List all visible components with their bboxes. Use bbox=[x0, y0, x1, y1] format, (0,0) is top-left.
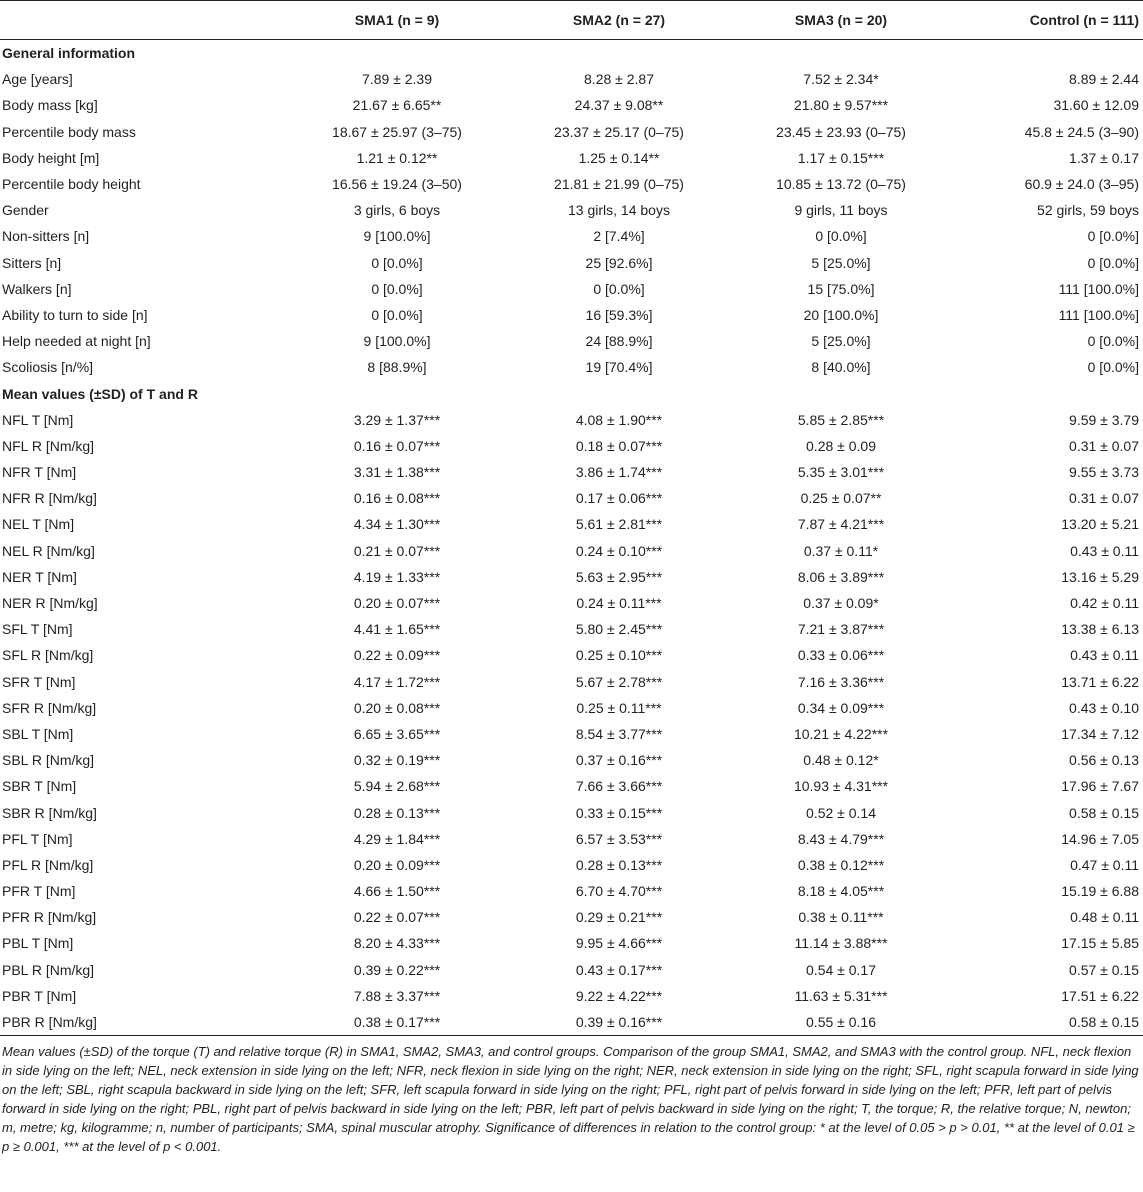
row-label: NEL R [Nm/kg] bbox=[2, 542, 95, 559]
cell-sma2: 6.70 ± 4.70*** bbox=[575, 883, 663, 900]
cell-sma1: 4.66 ± 1.50*** bbox=[353, 883, 441, 900]
header-row bbox=[0, 1, 1143, 40]
cell-sma1: 3.31 ± 1.38*** bbox=[353, 464, 441, 481]
cell-control: 0.43 ± 0.11 bbox=[1070, 647, 1139, 664]
cell-sma2: 5.63 ± 2.95*** bbox=[575, 568, 663, 585]
cell-sma3: 0.33 ± 0.06*** bbox=[797, 647, 885, 664]
row-label: SFL R [Nm/kg] bbox=[2, 647, 94, 664]
cell-sma2: 3.86 ± 1.74*** bbox=[575, 464, 663, 481]
cell-sma3: 7.21 ± 3.87*** bbox=[797, 621, 885, 638]
cell-sma3: 8 [40.0%] bbox=[811, 359, 871, 376]
cell-sma3: 0.54 ± 0.17 bbox=[806, 961, 876, 978]
cell-sma3: 11.63 ± 5.31*** bbox=[794, 987, 888, 1004]
cell-sma3: 1.17 ± 0.15*** bbox=[797, 149, 885, 166]
section-title: General information bbox=[2, 45, 136, 62]
cell-control: 13.38 ± 6.13 bbox=[1061, 621, 1139, 638]
header-label-column bbox=[0, 1, 286, 40]
row-label: NFL R [Nm/kg] bbox=[2, 437, 95, 454]
cell-sma2: 24 [88.9%] bbox=[585, 333, 653, 350]
table-row bbox=[0, 852, 1143, 878]
cell-sma3: 0.55 ± 0.16 bbox=[730, 1009, 952, 1036]
table-row bbox=[0, 276, 1143, 302]
cell-control: 17.51 ± 6.22 bbox=[1061, 987, 1139, 1004]
cell-sma1: 0 [0.0%] bbox=[371, 254, 423, 271]
cell-sma2: 0.25 ± 0.11*** bbox=[576, 699, 662, 716]
cell-sma1: 4.19 ± 1.33*** bbox=[353, 568, 441, 585]
table-row bbox=[0, 511, 1143, 537]
table-row bbox=[0, 564, 1143, 590]
cell-sma2: 0.37 ± 0.16*** bbox=[575, 752, 663, 769]
row-label: SBR T [Nm] bbox=[2, 778, 77, 795]
cell-sma1: 0.39 ± 0.22*** bbox=[353, 961, 441, 978]
section-title: Mean values (±SD) of T and R bbox=[2, 385, 198, 402]
section-header-row bbox=[0, 40, 1143, 67]
cell-sma2: 19 [70.4%] bbox=[585, 359, 653, 376]
row-label: SFR R [Nm/kg] bbox=[2, 699, 97, 716]
cell-sma2: 7.66 ± 3.66*** bbox=[575, 778, 663, 795]
cell-sma3: 0.37 ± 0.09* bbox=[803, 595, 879, 612]
cell-sma3: 11.14 ± 3.88*** bbox=[794, 935, 888, 952]
cell-control: 0.43 ± 0.10 bbox=[1069, 699, 1139, 716]
table-row bbox=[0, 485, 1143, 511]
cell-control: 9.55 ± 3.73 bbox=[1069, 464, 1139, 481]
cell-sma3: 0.38 ± 0.12*** bbox=[797, 856, 885, 873]
table-row bbox=[0, 354, 1143, 380]
row-label: Scoliosis [n/%] bbox=[2, 359, 94, 376]
cell-control: 17.96 ± 7.67 bbox=[1061, 778, 1139, 795]
row-label: SFR T [Nm] bbox=[2, 673, 76, 690]
row-label: NEL T [Nm] bbox=[2, 516, 75, 533]
cell-sma2: 9.22 ± 4.22*** bbox=[575, 987, 663, 1004]
row-label: Ability to turn to side [n] bbox=[2, 306, 148, 323]
table-row bbox=[0, 145, 1143, 171]
table-row bbox=[0, 250, 1143, 276]
cell-sma1: 0.32 ± 0.19*** bbox=[353, 752, 441, 769]
row-label: NFL T [Nm] bbox=[2, 411, 74, 428]
table-row bbox=[0, 904, 1143, 930]
cell-sma3: 0.28 ± 0.09 bbox=[806, 437, 876, 454]
cell-sma3: 23.45 ± 23.93 (0–75) bbox=[776, 123, 906, 140]
cell-sma1: 6.65 ± 3.65*** bbox=[353, 725, 441, 742]
cell-sma2: 5.80 ± 2.45*** bbox=[575, 621, 663, 638]
cell-control: 14.96 ± 7.05 bbox=[1061, 830, 1139, 847]
cell-control: 111 [100.0%] bbox=[1058, 306, 1139, 323]
cell-sma2: 2 [7.4%] bbox=[593, 228, 645, 245]
cell-sma3: 9 girls, 11 boys bbox=[794, 202, 888, 219]
table-row bbox=[0, 616, 1143, 642]
row-label: SFL T [Nm] bbox=[2, 621, 73, 638]
table-caption bbox=[0, 1036, 1143, 1156]
cell-sma1: 0.16 ± 0.08*** bbox=[353, 490, 441, 507]
table-row bbox=[0, 695, 1143, 721]
row-label: Body height [m] bbox=[2, 149, 100, 166]
cell-sma1: 7.89 ± 2.39 bbox=[362, 71, 432, 88]
row-label: SBR R [Nm/kg] bbox=[2, 804, 97, 821]
row-label: Age [years] bbox=[2, 71, 73, 88]
cell-sma2: 0.18 ± 0.07*** bbox=[575, 437, 663, 454]
cell-sma1: 4.29 ± 1.84*** bbox=[353, 830, 441, 847]
table-row bbox=[0, 826, 1143, 852]
cell-sma1: 0 [0.0%] bbox=[371, 306, 423, 323]
cell-control: 0.58 ± 0.15 bbox=[1069, 804, 1139, 821]
cell-sma3: 0.38 ± 0.11*** bbox=[798, 909, 884, 926]
cell-sma1: 9 [100.0%] bbox=[363, 228, 431, 245]
table-header bbox=[0, 1, 1143, 40]
cell-sma1: 3.29 ± 1.37*** bbox=[353, 411, 441, 428]
cell-sma3: 8.06 ± 3.89*** bbox=[797, 568, 885, 585]
cell-control: 60.9 ± 24.0 (3–95) bbox=[1024, 176, 1139, 193]
cell-control: 0.48 ± 0.11 bbox=[1070, 909, 1139, 926]
cell-control: 1.37 ± 0.17 bbox=[1069, 149, 1139, 166]
cell-sma3: 7.16 ± 3.36*** bbox=[797, 673, 885, 690]
cell-sma1: 0.28 ± 0.13*** bbox=[353, 804, 441, 821]
cell-control: 0.56 ± 0.13 bbox=[1069, 752, 1139, 769]
table-row bbox=[0, 66, 1143, 92]
table-row bbox=[0, 983, 1143, 1009]
row-label: Sitters [n] bbox=[2, 254, 62, 271]
cell-sma3: 20 [100.0%] bbox=[803, 306, 879, 323]
cell-sma2: 21.81 ± 21.99 (0–75) bbox=[554, 176, 684, 193]
row-label: Gender bbox=[2, 202, 49, 219]
cell-sma1: 0.20 ± 0.07*** bbox=[353, 595, 441, 612]
cell-sma2: 0.24 ± 0.10*** bbox=[575, 542, 663, 559]
cell-sma1: 0.22 ± 0.07*** bbox=[353, 909, 441, 926]
cell-sma2: 8.54 ± 3.77*** bbox=[575, 725, 663, 742]
cell-sma1: 4.17 ± 1.72*** bbox=[353, 673, 441, 690]
header-sma3: SMA3 (n = 20) bbox=[730, 1, 952, 40]
cell-sma2: 1.25 ± 0.14** bbox=[578, 149, 660, 166]
cell-sma2: 0.28 ± 0.13*** bbox=[575, 856, 663, 873]
row-label: PBR R [Nm/kg] bbox=[0, 1009, 286, 1036]
cell-control: 45.8 ± 24.5 (3–90) bbox=[1024, 123, 1139, 140]
cell-sma3: 0.37 ± 0.11* bbox=[803, 542, 879, 559]
cell-sma1: 1.21 ± 0.12** bbox=[356, 149, 438, 166]
cell-sma1: 5.94 ± 2.68*** bbox=[353, 778, 441, 795]
cell-sma1: 8.20 ± 4.33*** bbox=[353, 935, 441, 952]
cell-sma3: 7.52 ± 2.34* bbox=[803, 71, 879, 88]
section-header-row bbox=[0, 380, 1143, 406]
cell-sma2: 9.95 ± 4.66*** bbox=[575, 935, 663, 952]
cell-sma2: 0.17 ± 0.06*** bbox=[575, 490, 663, 507]
table-row bbox=[0, 433, 1143, 459]
cell-sma1: 3 girls, 6 boys bbox=[353, 202, 441, 219]
cell-control: 52 girls, 59 boys bbox=[1037, 202, 1139, 219]
row-label: SBL R [Nm/kg] bbox=[2, 752, 95, 769]
cell-sma2: 8.28 ± 2.87 bbox=[584, 71, 654, 88]
cell-sma1: 7.88 ± 3.37*** bbox=[353, 987, 441, 1004]
row-label: Body mass [kg] bbox=[2, 97, 98, 114]
cell-sma3: 21.80 ± 9.57*** bbox=[793, 97, 889, 114]
cell-sma3: 8.18 ± 4.05*** bbox=[797, 883, 885, 900]
cell-sma1: 18.67 ± 25.97 (3–75) bbox=[332, 123, 462, 140]
table-row bbox=[0, 590, 1143, 616]
table-row bbox=[0, 930, 1143, 956]
cell-sma2: 4.08 ± 1.90*** bbox=[575, 411, 663, 428]
cell-control: 13.71 ± 6.22 bbox=[1061, 673, 1139, 690]
cell-control: 17.34 ± 7.12 bbox=[1061, 725, 1139, 742]
cell-sma2: 0.43 ± 0.17*** bbox=[575, 961, 663, 978]
cell-sma2: 23.37 ± 25.17 (0–75) bbox=[554, 123, 684, 140]
table-row bbox=[0, 878, 1143, 904]
cell-sma1: 0 [0.0%] bbox=[371, 280, 423, 297]
cell-sma2: 25 [92.6%] bbox=[585, 254, 653, 271]
cell-sma3: 0.52 ± 0.14 bbox=[806, 804, 876, 821]
cell-control: 0 [0.0%] bbox=[1087, 254, 1139, 271]
cell-sma3: 5.85 ± 2.85*** bbox=[797, 411, 885, 428]
table-row bbox=[0, 197, 1143, 223]
cell-sma2: 16 [59.3%] bbox=[585, 306, 653, 323]
row-label: Help needed at night [n] bbox=[2, 333, 151, 350]
cell-sma2: 0.24 ± 0.11*** bbox=[576, 595, 662, 612]
row-label: Percentile body height bbox=[2, 176, 141, 193]
cell-sma1: 8 [88.9%] bbox=[367, 359, 427, 376]
row-label: PFL T [Nm] bbox=[2, 830, 73, 847]
row-label: NER T [Nm] bbox=[2, 568, 77, 585]
row-label: Percentile body mass bbox=[2, 123, 136, 140]
cell-sma2: 0.29 ± 0.21*** bbox=[575, 909, 663, 926]
table-row bbox=[0, 642, 1143, 668]
row-label: PBR T [Nm] bbox=[2, 987, 77, 1004]
cell-control: 0.31 ± 0.07 bbox=[1069, 437, 1139, 454]
table-row bbox=[0, 223, 1143, 249]
cell-sma3: 5 [25.0%] bbox=[811, 333, 871, 350]
cell-sma3: 0.48 ± 0.12* bbox=[803, 752, 879, 769]
cell-sma2: 0.39 ± 0.16*** bbox=[508, 1009, 730, 1036]
table-row bbox=[0, 328, 1143, 354]
cell-sma1: 0.22 ± 0.09*** bbox=[353, 647, 441, 664]
cell-sma3: 15 [75.0%] bbox=[807, 280, 875, 297]
cell-control: 0 [0.0%] bbox=[1087, 359, 1139, 376]
cell-control: 9.59 ± 3.79 bbox=[1069, 411, 1139, 428]
table-row bbox=[0, 747, 1143, 773]
table-row bbox=[0, 459, 1143, 485]
row-label: PBL R [Nm/kg] bbox=[2, 961, 95, 978]
cell-sma1: 0.20 ± 0.09*** bbox=[353, 856, 441, 873]
row-label: PBL T [Nm] bbox=[2, 935, 74, 952]
cell-control: 0 [0.0%] bbox=[1087, 228, 1139, 245]
row-label: NFR R [Nm/kg] bbox=[2, 490, 97, 507]
cell-sma1: 0.38 ± 0.17*** bbox=[286, 1009, 508, 1036]
table-body bbox=[0, 40, 1143, 1036]
row-label: SBL T [Nm] bbox=[2, 725, 74, 742]
cell-sma3: 8.43 ± 4.79*** bbox=[797, 830, 885, 847]
cell-control: 8.89 ± 2.44 bbox=[1069, 71, 1139, 88]
cell-sma3: 10.93 ± 4.31*** bbox=[793, 778, 889, 795]
caption-text: Mean values (±SD) of the torque (T) and relative torque (R) in SMA1, SMA2, SMA3, and control groups. Comparison of the group SMA1, SMA2, and SMA3 with the control group. NFL, neck flexion in side lying on the left; NEL, neck extension in side lying on the left; NFR, neck flexion in side lying on the right; NER, neck extension in side lying on the right; SFL, right scapula forward in side lying on the left; SBL, right scapula backward in side lying on the left; SFR, left scapula forward in side lying on the right; PFL, right part of pelvis forward in side lying on the left; PFR, left part of pelvis forward in side lying on the right; PBL, right part of pelvis backward in side lying on the left; PBR, left part of pelvis backward in side lying on the right; T, the torque; R, the relative torque; N, newton; m, metre; kg, kilogramme; n, number of participants; SMA, spinal muscular atrophy. Significance of differences in relation to the control group: * at the level of 0.05 > p > 0.01, ** at the level of 0.01 ≥ p ≥ 0.001, *** at the level of p < 0.001. bbox=[2, 1044, 1139, 1155]
cell-sma2: 5.61 ± 2.81*** bbox=[575, 516, 663, 533]
cell-control: 0.58 ± 0.15 bbox=[952, 1009, 1143, 1036]
cell-control: 0.31 ± 0.07 bbox=[1069, 490, 1139, 507]
cell-sma3: 0 [0.0%] bbox=[815, 228, 867, 245]
table-row bbox=[0, 119, 1143, 145]
cell-control: 15.19 ± 6.88 bbox=[1061, 883, 1139, 900]
table-row bbox=[0, 1009, 1143, 1036]
cell-sma1: 4.34 ± 1.30*** bbox=[353, 516, 441, 533]
cell-sma1: 0.16 ± 0.07*** bbox=[353, 437, 441, 454]
table-row bbox=[0, 773, 1143, 799]
header-control: Control (n = 111) bbox=[952, 1, 1143, 40]
cell-sma1: 0.21 ± 0.07*** bbox=[353, 542, 441, 559]
cell-sma2: 0.25 ± 0.10*** bbox=[575, 647, 663, 664]
row-label: NER R [Nm/kg] bbox=[2, 595, 98, 612]
cell-sma1: 21.67 ± 6.65** bbox=[352, 97, 442, 114]
cell-sma1: 0.20 ± 0.08*** bbox=[353, 699, 441, 716]
cell-sma3: 10.85 ± 13.72 (0–75) bbox=[776, 176, 906, 193]
cell-sma1: 9 [100.0%] bbox=[363, 333, 431, 350]
cell-control: 0.42 ± 0.11 bbox=[1070, 595, 1139, 612]
row-label: Walkers [n] bbox=[2, 280, 72, 297]
table-row bbox=[0, 302, 1143, 328]
cell-control: 17.15 ± 5.85 bbox=[1061, 935, 1139, 952]
cell-sma3: 7.87 ± 4.21*** bbox=[797, 516, 885, 533]
cell-sma2: 24.37 ± 9.08** bbox=[574, 97, 664, 114]
cell-control: 0.43 ± 0.11 bbox=[1070, 542, 1139, 559]
cell-sma1: 16.56 ± 19.24 (3–50) bbox=[332, 176, 462, 193]
table-row bbox=[0, 171, 1143, 197]
cell-sma2: 0.33 ± 0.15*** bbox=[575, 804, 663, 821]
table-row bbox=[0, 92, 1143, 118]
table-row bbox=[0, 957, 1143, 983]
cell-control: 0 [0.0%] bbox=[1087, 333, 1139, 350]
table-row bbox=[0, 799, 1143, 825]
cell-sma3: 5.35 ± 3.01*** bbox=[797, 464, 885, 481]
row-label: PFR R [Nm/kg] bbox=[2, 909, 97, 926]
table-row bbox=[0, 407, 1143, 433]
header-sma2: SMA2 (n = 27) bbox=[508, 1, 730, 40]
table-row bbox=[0, 538, 1143, 564]
cell-sma1: 4.41 ± 1.65*** bbox=[353, 621, 441, 638]
row-label: Non-sitters [n] bbox=[2, 228, 90, 245]
cell-sma3: 0.25 ± 0.07** bbox=[800, 490, 882, 507]
cell-control: 0.47 ± 0.11 bbox=[1070, 856, 1139, 873]
cell-control: 111 [100.0%] bbox=[1058, 280, 1139, 297]
cell-control: 31.60 ± 12.09 bbox=[1053, 97, 1139, 114]
cell-sma2: 5.67 ± 2.78*** bbox=[575, 673, 663, 690]
table-row bbox=[0, 669, 1143, 695]
cell-control: 0.57 ± 0.15 bbox=[1069, 961, 1139, 978]
cell-control: 13.16 ± 5.29 bbox=[1061, 568, 1139, 585]
row-label: PFL R [Nm/kg] bbox=[2, 856, 94, 873]
table-row bbox=[0, 721, 1143, 747]
row-label: NFR T [Nm] bbox=[2, 464, 77, 481]
cell-sma2: 13 girls, 14 boys bbox=[568, 202, 670, 219]
cell-sma2: 6.57 ± 3.53*** bbox=[575, 830, 663, 847]
cell-sma3: 0.34 ± 0.09*** bbox=[797, 699, 885, 716]
header-sma1: SMA1 (n = 9) bbox=[286, 1, 508, 40]
cell-sma3: 5 [25.0%] bbox=[811, 254, 871, 271]
cell-sma3: 10.21 ± 4.22*** bbox=[793, 725, 889, 742]
cell-control: 13.20 ± 5.21 bbox=[1061, 516, 1139, 533]
cell-sma2: 0 [0.0%] bbox=[593, 280, 645, 297]
row-label: PFR T [Nm] bbox=[2, 883, 76, 900]
